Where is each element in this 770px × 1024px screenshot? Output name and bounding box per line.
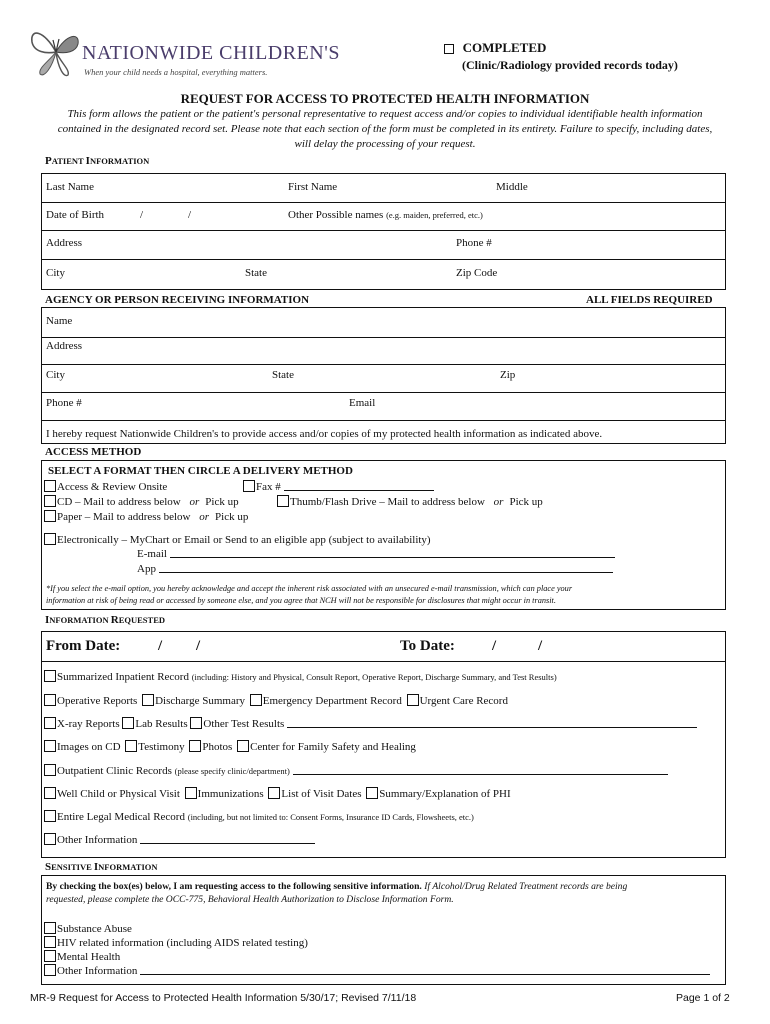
patient-address-field[interactable]: Address	[46, 237, 83, 249]
completed-checkbox-row[interactable]	[444, 40, 546, 56]
records-row-2	[44, 717, 697, 730]
fax-line[interactable]	[284, 481, 434, 491]
mental-health-option[interactable]: Mental Health	[44, 950, 120, 963]
dob-slash-2: /	[188, 209, 192, 221]
substance-abuse-option[interactable]: Substance Abuse	[44, 922, 132, 935]
xray-option[interactable]: X-ray Reports	[44, 718, 120, 730]
legal-record-checkbox[interactable]	[44, 810, 56, 822]
access-review-checkbox[interactable]	[44, 480, 56, 492]
photos-checkbox[interactable]	[189, 740, 201, 752]
images-cd-option[interactable]: Images on CD	[44, 741, 121, 753]
operative-reports-checkbox[interactable]	[44, 694, 56, 706]
patient-info-box	[41, 173, 726, 290]
summary-phi-option[interactable]: Summary/Explanation of PHI	[366, 788, 510, 800]
cd-option[interactable]: CD – Mail to address below or Pick up	[44, 495, 239, 508]
well-child-checkbox[interactable]	[44, 787, 56, 799]
immunizations-option[interactable]: Immunizations	[185, 788, 264, 800]
access-review-option[interactable]: Access & Review Onsite	[44, 480, 167, 493]
email-risk-note-1: *If you select the e-mail option, you hereby acknowledge and accept the inherent risk associated with an unsecured e-mail transmission, which can place your	[46, 584, 573, 593]
center-family-option[interactable]: Center for Family Safety and Healing	[237, 741, 416, 753]
mental-health-checkbox[interactable]	[44, 950, 56, 962]
emergency-record-checkbox[interactable]	[250, 694, 262, 706]
all-fields-required: ALL FIELDS REQUIRED	[586, 294, 713, 306]
footer-page-number: Page 1 of 2	[676, 992, 730, 1004]
first-name-field[interactable]: First Name	[288, 181, 338, 193]
substance-abuse-checkbox[interactable]	[44, 922, 56, 934]
other-information-checkbox[interactable]	[44, 833, 56, 845]
app-line-field[interactable]: App	[137, 563, 613, 575]
records-row-1	[44, 694, 508, 707]
summary-phi-checkbox[interactable]	[366, 787, 378, 799]
sensitive-other-checkbox[interactable]	[44, 964, 56, 976]
xray-checkbox[interactable]	[44, 717, 56, 729]
testimony-option[interactable]: Testimony	[125, 741, 184, 753]
patient-city-field[interactable]: City	[46, 267, 65, 279]
thumb-drive-checkbox[interactable]	[277, 495, 289, 507]
immunizations-checkbox[interactable]	[185, 787, 197, 799]
agency-state-field[interactable]: State	[272, 369, 294, 381]
other-information-option[interactable]: Other Information	[44, 833, 315, 846]
summarized-inpatient-checkbox[interactable]	[44, 670, 56, 682]
discharge-summary-option[interactable]: Discharge Summary	[142, 695, 245, 707]
hiv-option[interactable]: HIV related information (including AIDS related testing)	[44, 936, 308, 949]
last-name-field[interactable]: Last Name	[46, 181, 94, 193]
email-line-field[interactable]: E-mail	[137, 548, 615, 560]
patient-zip-field[interactable]: Zip Code	[456, 267, 498, 279]
sensitive-lead-line-2: requested, please complete the OCC-775, Behavioral Health Authorization to Disclose Information Form.	[46, 894, 454, 905]
patient-phone-field[interactable]: Phone #	[456, 237, 492, 249]
butterfly-logo-icon	[26, 22, 88, 80]
to-slash-1: /	[492, 638, 497, 654]
other-names-field[interactable]: Other Possible names (e.g. maiden, preferred, etc.)	[288, 209, 483, 221]
logo-name: NATIONWIDE CHILDREN'S	[82, 42, 340, 64]
well-child-option[interactable]: Well Child or Physical Visit	[44, 788, 180, 800]
other-test-option[interactable]: Other Test Results	[190, 718, 284, 730]
completed-label: COMPLETED	[462, 40, 547, 55]
email-risk-note-2: information at risk of being read or accessed by someone else, and you agree that NCH will not be responsible for disclosures that might occur in transit.	[46, 596, 556, 605]
access-section-header: ACCESS METHOD	[45, 446, 142, 458]
date-of-birth-field[interactable]: Date of Birth	[46, 209, 105, 221]
intro-line-2: contained in the designated record set. Please note that each section of the form must be completed in its entirety. Failure to specify, including dates,	[57, 123, 713, 135]
completed-checkbox[interactable]	[444, 44, 454, 54]
sensitive-section-header: SENSITIVE INFORMATION	[45, 861, 158, 873]
cd-checkbox[interactable]	[44, 495, 56, 507]
dob-slash-1: /	[140, 209, 144, 221]
agency-address-field[interactable]: Address	[46, 340, 83, 352]
patient-state-field[interactable]: State	[245, 267, 267, 279]
thumb-drive-option[interactable]: Thumb/Flash Drive – Mail to address below or Pick up	[277, 495, 543, 508]
agency-phone-field[interactable]: Phone #	[46, 397, 82, 409]
operative-reports-option[interactable]: Operative Reports	[44, 695, 137, 707]
electronic-option[interactable]: Electronically – MyChart or Email or Send to an eligible app (subject to availability)	[44, 533, 431, 546]
middle-name-field[interactable]: Middle	[496, 181, 528, 193]
request-statement: I hereby request Nationwide Children's to provide access and/or copies of my protected health information as indicated above.	[46, 428, 603, 440]
emergency-record-option[interactable]: Emergency Department Record	[250, 695, 402, 707]
fax-option[interactable]: Fax #	[243, 480, 434, 493]
from-slash-2: /	[196, 638, 201, 654]
fax-checkbox[interactable]	[243, 480, 255, 492]
photos-option[interactable]: Photos	[189, 741, 232, 753]
hiv-checkbox[interactable]	[44, 936, 56, 948]
agency-email-field[interactable]: Email	[349, 397, 376, 409]
other-information-line[interactable]	[140, 834, 315, 844]
sensitive-other-line[interactable]	[140, 965, 710, 975]
agency-section-header: AGENCY OR PERSON RECEIVING INFORMATION	[45, 294, 310, 306]
visit-dates-checkbox[interactable]	[268, 787, 280, 799]
legal-record-option[interactable]: Entire Legal Medical Record (including, but not limited to: Consent Forms, Insurance ID Cards, Flowsheets, etc.)	[44, 810, 474, 823]
sensitive-lead-line-1: By checking the box(es) below, I am requesting access to the following sensitive information. If Alcohol/Drug Related Treatment records are being	[46, 881, 628, 892]
info-requested-header: INFORMATION REQUESTED	[45, 614, 165, 626]
agency-name-field[interactable]: Name	[46, 315, 73, 327]
logo-tagline: When your child needs a hospital, everything matters.	[84, 67, 268, 77]
records-row-5	[44, 787, 511, 800]
outpatient-line[interactable]	[293, 765, 668, 775]
summarized-inpatient-option[interactable]: Summarized Inpatient Record (including: History and Physical, Consult Report, Operative Report, Discharge Summary, and Test Results)	[44, 670, 557, 683]
patient-section-header: PATIENT INFORMATION	[45, 155, 150, 167]
completed-sublabel: (Clinic/Radiology provided records today)	[462, 58, 678, 72]
urgent-care-checkbox[interactable]	[407, 694, 419, 706]
footer-form-id: MR-9 Request for Access to Protected Health Information 5/30/17; Revised 7/11/18	[30, 992, 417, 1004]
discharge-summary-checkbox[interactable]	[142, 694, 154, 706]
other-test-checkbox[interactable]	[190, 717, 202, 729]
logo	[26, 22, 340, 84]
outpatient-checkbox[interactable]	[44, 764, 56, 776]
paper-checkbox[interactable]	[44, 510, 56, 522]
agency-city-field[interactable]: City	[46, 369, 65, 381]
intro-line-3: will delay the processing of your request.	[294, 138, 476, 150]
center-family-checkbox[interactable]	[237, 740, 249, 752]
images-cd-checkbox[interactable]	[44, 740, 56, 752]
intro-line-1: This form allows the patient or the patient's personal representative to request access and/or copies to individual identifiable health information	[67, 108, 703, 120]
sensitive-other-option[interactable]: Other Information	[44, 964, 710, 977]
form-title: REQUEST FOR ACCESS TO PROTECTED HEALTH INFORMATION	[180, 91, 590, 106]
to-date-field[interactable]: To Date:	[400, 638, 455, 654]
electronic-checkbox[interactable]	[44, 533, 56, 545]
visit-dates-option[interactable]: List of Visit Dates	[268, 788, 361, 800]
other-test-line[interactable]	[287, 718, 697, 728]
agency-info-box	[41, 307, 726, 444]
paper-option[interactable]: Paper – Mail to address below or Pick up	[44, 510, 248, 523]
lab-results-checkbox[interactable]	[122, 717, 134, 729]
select-format-instruction: SELECT A FORMAT THEN CIRCLE A DELIVERY METHOD	[48, 465, 353, 477]
urgent-care-option[interactable]: Urgent Care Record	[407, 695, 508, 707]
to-slash-2: /	[538, 638, 543, 654]
outpatient-option[interactable]: Outpatient Clinic Records (please specify clinic/department)	[44, 764, 668, 777]
agency-zip-field[interactable]: Zip	[500, 369, 516, 381]
from-slash-1: /	[158, 638, 163, 654]
from-date-field[interactable]: From Date:	[46, 638, 121, 654]
lab-results-option[interactable]: Lab Results	[122, 718, 187, 730]
records-row-3	[44, 740, 416, 753]
testimony-checkbox[interactable]	[125, 740, 137, 752]
